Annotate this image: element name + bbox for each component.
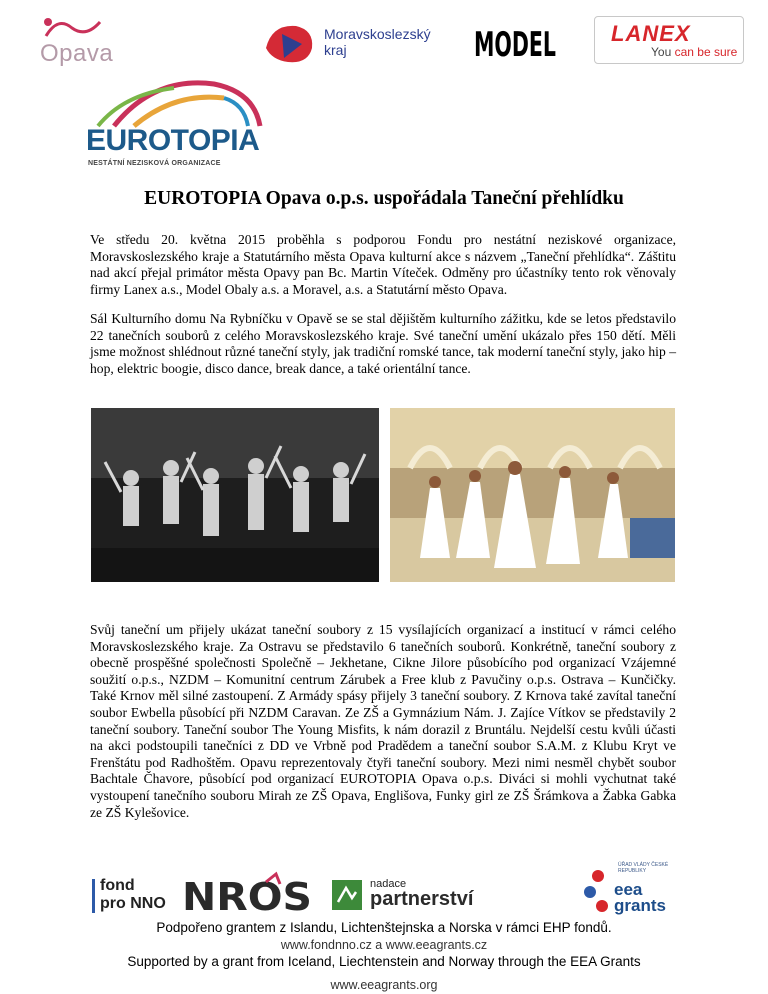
eea-emblem-icon	[582, 866, 616, 922]
footer-english-link: www.eeagrants.org	[330, 978, 438, 992]
lanex-slogan-b: can be sure	[674, 45, 738, 59]
model-logo	[472, 22, 558, 65]
footer-czech-links: www.fondnno.cz a www.eeagrants.cz	[280, 938, 488, 952]
partnerstvi-emblem-icon	[330, 878, 364, 912]
fond-bar-icon	[92, 879, 95, 913]
fond-line-2: pro NNO	[100, 895, 166, 912]
dancers-color-image	[390, 408, 675, 582]
opava-crest-icon	[38, 14, 130, 42]
eea-text	[614, 882, 666, 914]
nros-wordmark-icon	[180, 872, 320, 919]
dancers-bw-image	[91, 408, 379, 582]
partner-small-text: nadace	[370, 878, 407, 890]
paragraph-2: Sál Kulturního domu Na Rybníčku v Opavě se se stal dějištěm kulturního zážitku, kde se letos představilo 22 tanečních souborů z celého Moravskoslezského kraje. Své taneční umění ukázalo přes 150 dětí. Měli jsme možnost shlédnout různé taneční styly, jak tradiční romské tance, tak moderní taneční styly, jako hip – hop, elektric boogie, disco dance, break dance, a také orientální tance.	[90, 311, 676, 376]
eurotopia-name: EUROTOPIA	[86, 124, 260, 157]
lanex-slogan	[651, 45, 737, 59]
eea-grants-logo	[582, 862, 682, 922]
eurotopia-logo	[84, 74, 274, 174]
msk-emblem-icon	[262, 18, 318, 68]
msk-logo-text	[324, 26, 431, 58]
fond-logo-text	[100, 877, 166, 913]
opava-logo	[38, 14, 130, 70]
msk-line-2: kraj	[324, 42, 347, 58]
fond-line-1: fond	[100, 877, 135, 894]
fond-pro-nno-logo	[92, 875, 176, 915]
footer-czech-text: Podpořeno grantem z Islandu, Lichtenštejnska a Norska v rámci EHP fondů.	[156, 920, 612, 935]
eurotopia-subtitle: NESTÁTNÍ NEZISKOVÁ ORGANIZACE	[88, 160, 221, 167]
opava-logo-text: Opava	[40, 40, 114, 67]
nros-logo	[180, 872, 320, 919]
lanex-name: LANEX	[611, 21, 691, 46]
eea-line-2: grants	[614, 896, 666, 915]
partner-big-text: partnerství	[370, 888, 474, 910]
paragraph-3: Svůj taneční um přijely ukázat taneční soubory z 15 vysílajících organizací a institucí v rámci celého Moravskoslezského kraje. Za Ostravu se představilo 6 tanečních souborů. Konkrétně, taneční soubory z obecně prospěšné společnosti Společně – Jekhetane, Cikne Jilore působícího pod organizací Vzájemné soužití o.p.s., NZDM – Komunitní centrum Zárubek a Free klub z Pavučiny o.p.s. Ostrava – Kunčičky. Také Krnov měl silné zastoupení. Z Armády spásy přijely 3 taneční soubory. Z Krnova také zavítal taneční soubor Ewbella působící při NZDM Caravan. Ze ZŠ a Gymnázium Nám. J. Zajíce Vítkov se představily 2 taneční soubory. Taneční soubor The Young Misfits, k nám dorazil z Bruntálu. Nejdelší cestu kvůli účasti na akci podstoupili tanečníci z DD ve Vrbně pod Pradědem a taneční soubor S.A.M. z Klubu Kryt ve Frenštátu pod Radhoštěm. Opavu reprezentovaly čtyři taneční soubory. Mezi nimi nesměl chybět soubor Bachtale Čhavore, působící pod organizací EUROTOPIA Opava o.p.s. Diváci si mohli vychutnat také vystoupení tanečního souboru Mirah ze ZŠ Opava, Englišova, Funky girl ze ZŠ Šrámkova a Žabka Gabka ze ZŠ Kylešovice.	[90, 622, 676, 820]
nadace-partnerstvi-logo	[330, 878, 480, 914]
paragraph-1: Ve středu 20. května 2015 proběhla s podporou Fondu pro nestátní neziskové organizace, Moravskoslezského kraje a Statutárního města Opava kulturní akce s názvem „Taneční přehlídka“. Záštitu nad akcí přejal primátor města Opavy pan Bc. Martin Víteček. Odměny pro účastníky tento rok věnovaly firmy Lanex a.s., Model Obaly a.s. a Moravel, a.s. a Statutární město Opava.	[90, 232, 676, 297]
article-title: EUROTOPIA Opava o.p.s. uspořádala Taneční přehlídku	[144, 188, 624, 209]
lanex-slogan-a: You	[651, 45, 675, 59]
model-wordmark-icon	[472, 22, 558, 65]
moravskoslezsky-kraj-logo	[262, 18, 452, 70]
eea-line-1: eea	[614, 880, 643, 899]
nros-wordmark-text: NROS	[182, 875, 312, 919]
footer-english-text: Supported by a grant from Iceland, Liechtenstein and Norway through the EEA Grants	[127, 954, 641, 969]
dancers-photo-color	[390, 408, 675, 582]
dancers-photo-bw	[91, 408, 379, 582]
eea-small-text: ÚŘAD VLÁDY ČESKÉ REPUBLIKY	[618, 862, 669, 874]
lanex-logo	[594, 16, 744, 64]
eurotopia-arch-icon	[84, 74, 274, 130]
msk-line-1: Moravskoslezský	[324, 26, 431, 42]
model-wordmark-text: MODEL	[474, 25, 556, 65]
